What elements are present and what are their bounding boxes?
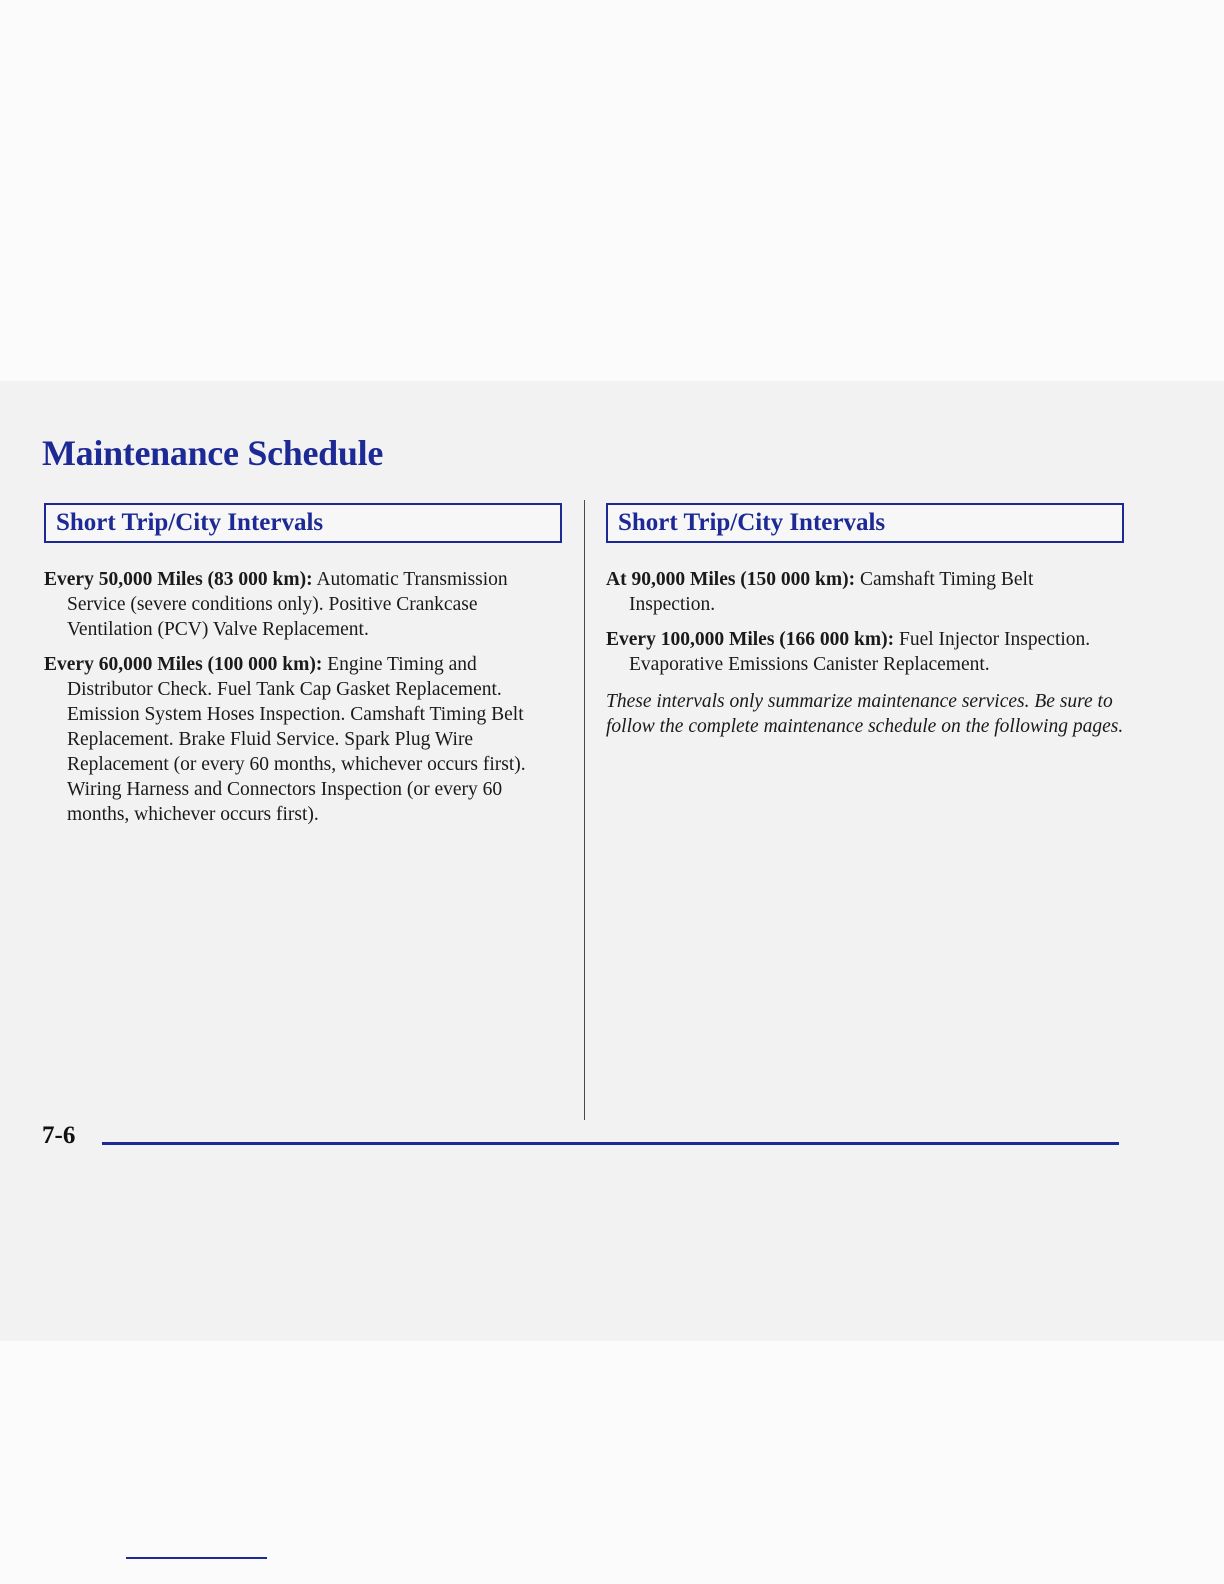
interval-entry-100000 [606, 627, 1124, 677]
right-column [606, 503, 1124, 739]
interval-entry-50000 [44, 567, 562, 642]
right-section-header: Short Trip/City Intervals [606, 503, 1124, 543]
page-title: Maintenance Schedule [42, 433, 383, 473]
interval-text: Fuel Injector Inspection. Evaporative Emissions Canister Replacement. [629, 629, 1091, 675]
interval-text: Engine Timing and Distributor Check. Fuel Tank Cap Gasket Replacement. Emission System Hoses Inspection. Camshaft Timing Belt Replacement. Brake Fluid Service. Spark Plug Wire Replacement (or every 60 months, whichever occurs first). Wiring Harness and Connectors Inspection (or every 60 months, whichever occurs first). [67, 654, 526, 825]
right-entries [606, 567, 1124, 739]
interval-text: Camshaft Timing Belt Inspection. [629, 569, 1034, 615]
interval-lead: At 90,000 Miles (150 000 km): [606, 569, 856, 590]
page-number: 7-6 [42, 1122, 76, 1149]
interval-entry-90000 [606, 567, 1124, 617]
column-divider [584, 500, 585, 1120]
left-section-header: Short Trip/City Intervals [44, 503, 562, 543]
interval-entry-60000 [44, 652, 562, 827]
summary-note: These intervals only summarize maintenance services. Be sure to follow the complete maintenance schedule on the following pages. [606, 691, 1124, 737]
bottom-rule [126, 1557, 267, 1559]
left-entries [44, 567, 562, 827]
interval-lead: Every 100,000 Miles (166 000 km): [606, 629, 895, 650]
interval-lead: Every 50,000 Miles (83 000 km): [44, 569, 313, 590]
left-column [44, 503, 562, 837]
footer-rule [102, 1142, 1119, 1145]
interval-lead: Every 60,000 Miles (100 000 km): [44, 654, 323, 675]
interval-text: Automatic Transmission Service (severe conditions only). Positive Crankcase Ventilation (PCV) Valve Replacement. [67, 569, 508, 640]
